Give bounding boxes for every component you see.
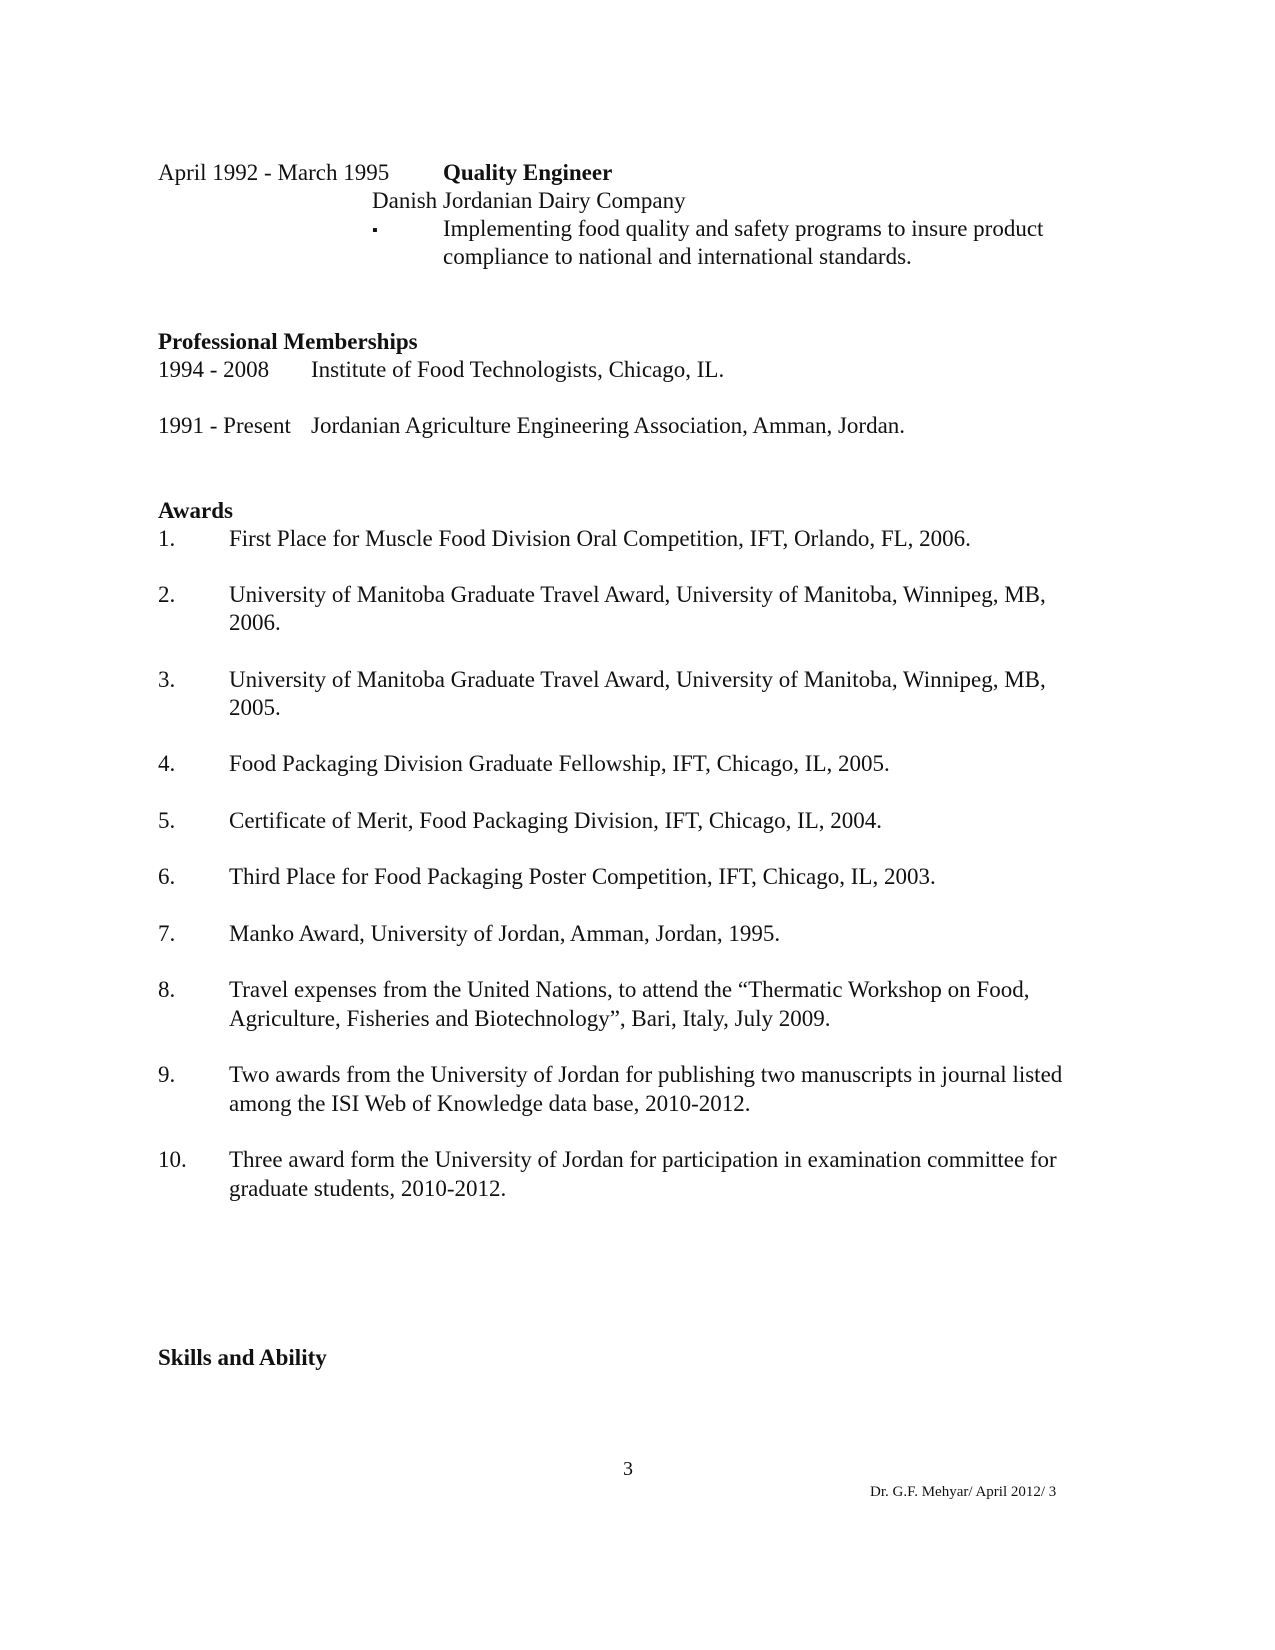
awards-heading: Awards [158,498,233,523]
award-number: 7. [158,921,176,946]
employment-dates: April 1992 - March 1995 [158,160,390,185]
bullet-text-line2: compliance to national and international standards. [443,244,912,269]
award-number: 6. [158,864,176,889]
membership-org: Jordanian Agriculture Engineering Association, Amman, Jordan. [311,413,906,438]
membership-org: Institute of Food Technologists, Chicago, IL. [311,357,725,382]
award-text-line1: Three award form the University of Jordan for participation in examination committee for [229,1147,1057,1172]
award-text-line1: Travel expenses from the United Nations, to attend the “Thermatic Workshop on Food, [229,977,1030,1002]
membership-years: 1994 - 2008 [158,357,270,382]
memberships-heading: Professional Memberships [158,329,418,354]
award-number: 9. [158,1062,176,1087]
award-number: 10. [158,1147,187,1172]
award-text-line2: 2006. [229,610,281,635]
skills-heading: Skills and Ability [158,1345,327,1370]
award-number: 8. [158,977,176,1002]
award-text-line1: Certificate of Merit, Food Packaging Division, IFT, Chicago, IL, 2004. [229,808,883,833]
award-number: 4. [158,751,176,776]
bullet-marker: ▪ [372,222,378,239]
award-text-line1: First Place for Muscle Food Division Oral Competition, IFT, Orlando, FL, 2006. [229,526,971,551]
job-title: Quality Engineer [443,160,613,185]
page-number: 3 [623,1458,633,1480]
award-number: 1. [158,526,176,551]
award-text-line2: Agriculture, Fisheries and Biotechnology”, Bari, Italy, July 2009. [229,1006,831,1031]
award-text-line2: graduate students, 2010-2012. [229,1176,507,1201]
award-text-line1: University of Manitoba Graduate Travel Award, University of Manitoba, Winnipeg, MB, [229,582,1046,607]
award-text-line1: Food Packaging Division Graduate Fellowship, IFT, Chicago, IL, 2005. [229,751,890,776]
award-text-line1: University of Manitoba Graduate Travel Award, University of Manitoba, Winnipeg, MB, [229,667,1046,692]
award-number: 3. [158,667,176,692]
membership-years: 1991 - Present [158,413,291,438]
award-text-line1: Third Place for Food Packaging Poster Competition, IFT, Chicago, IL, 2003. [229,864,936,889]
award-text-line2: 2005. [229,695,281,720]
award-text-line1: Manko Award, University of Jordan, Amman, Jordan, 1995. [229,921,781,946]
employer-name: Danish Jordanian Dairy Company [372,188,686,213]
page-footer: Dr. G.F. Mehyar/ April 2012/ 3 [870,1484,1057,1500]
award-number: 5. [158,808,176,833]
bullet-text-line1: Implementing food quality and safety programs to insure product [443,216,1044,241]
award-text-line2: among the ISI Web of Knowledge data base, 2010-2012. [229,1091,751,1116]
award-number: 2. [158,582,176,607]
award-text-line1: Two awards from the University of Jordan for publishing two manuscripts in journal listed [229,1062,1063,1087]
